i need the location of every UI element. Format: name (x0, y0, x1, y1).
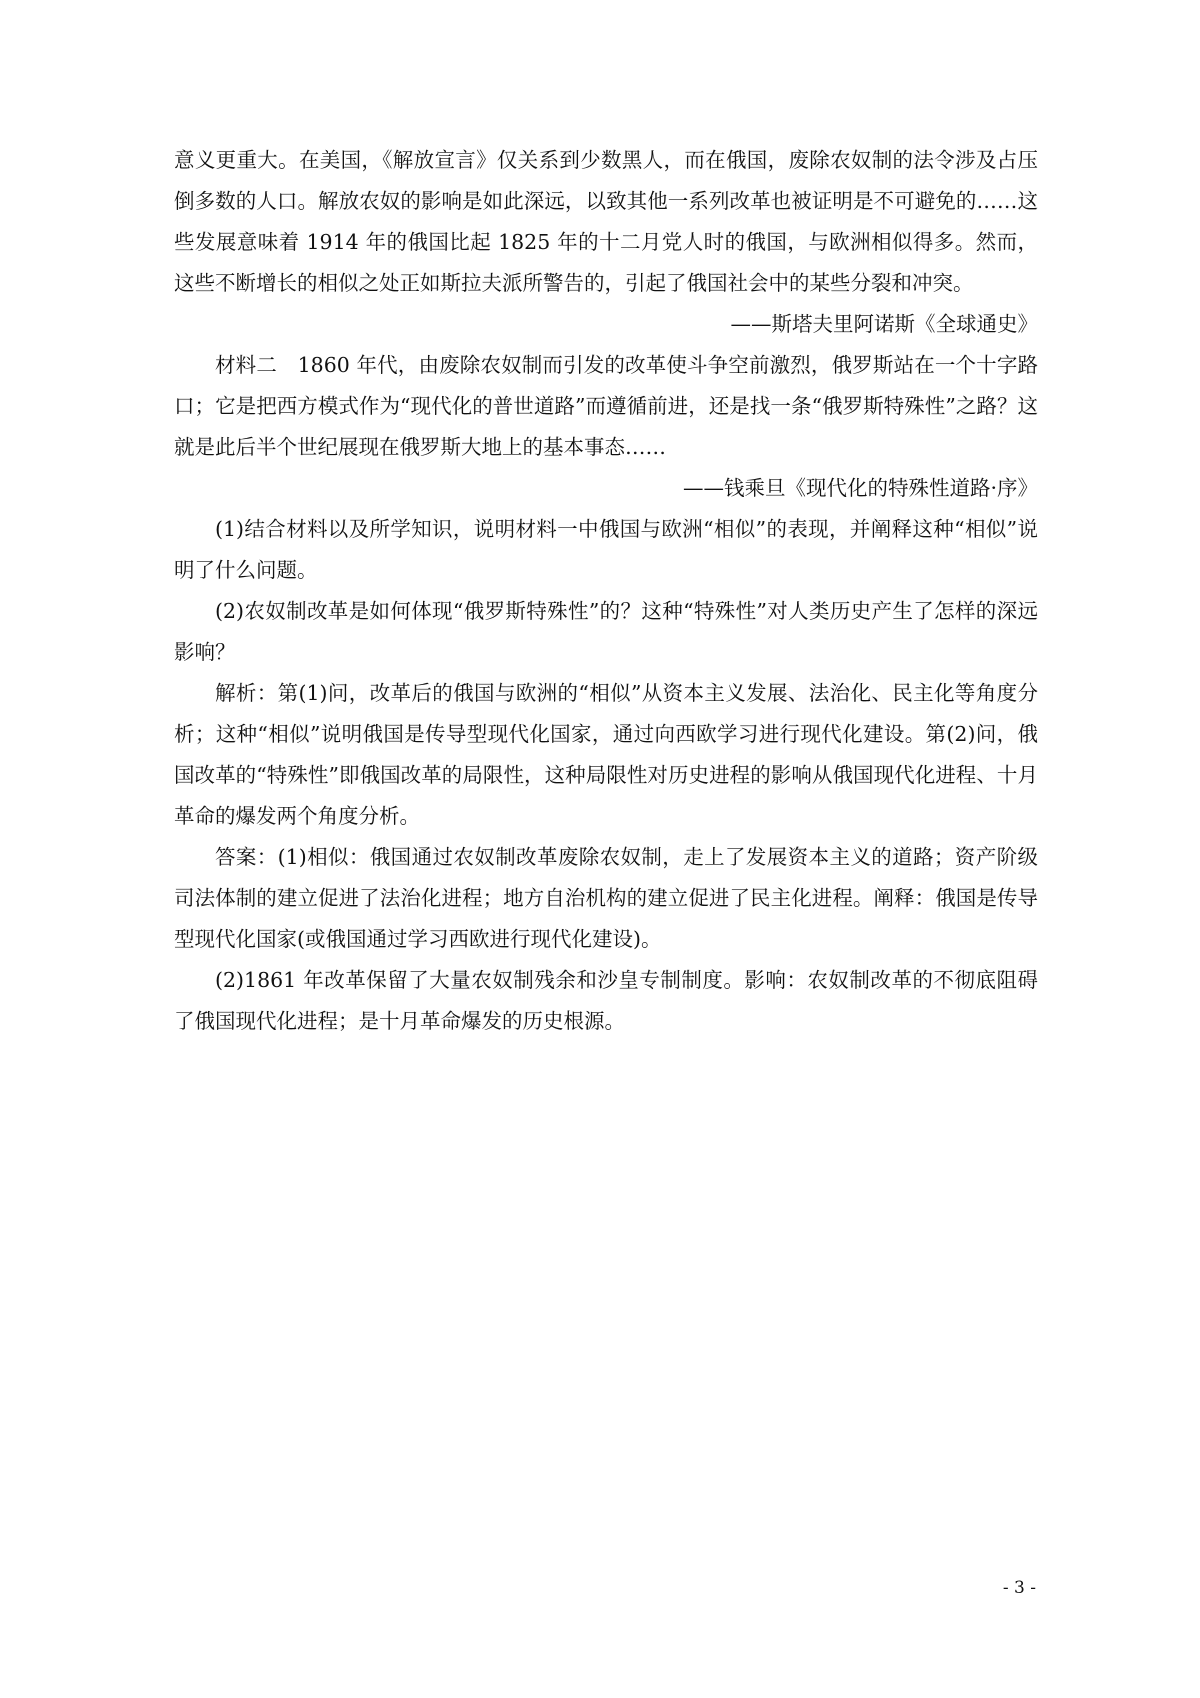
material1-continuation-paragraph: 意义更重大。在美国，《解放宣言》仅关系到少数黑人，而在俄国，废除农奴制的法令涉及占压倒多数的人口。解放农奴的影响是如此深远，以致其他一系列改革也被证明是不可避免的……这些发展意味着 1914 年的俄国比起 1825 年的十二月党人时的俄国，与欧洲相似得多。然而，这些不断增长的相似之处正如斯拉夫派所警告的，引起了俄国社会中的某些分裂和冲突。 (174, 148, 1038, 295)
page-number: - 3 - (1002, 1578, 1036, 1598)
question-1: (1)结合材料以及所学知识，说明材料一中俄国与欧洲“相似”的表现，并阐释这种“相似”说明了什么问题。 (174, 517, 1038, 582)
analysis-paragraph: 解析：第(1)问，改革后的俄国与欧洲的“相似”从资本主义发展、法治化、民主化等角度分析；这种“相似”说明俄国是传导型现代化国家，通过向西欧学习进行现代化建设。第(2)问，俄国改革的“特殊性”即俄国改革的局限性，这种局限性对历史进程的影响从俄国现代化进程、十月革命的爆发两个角度分析。 (174, 681, 1038, 828)
material2-paragraph: 材料二 1860 年代，由废除农奴制而引发的改革使斗争空前激烈，俄罗斯站在一个十字路口；它是把西方模式作为“现代化的普世道路”而遵循前进，还是找一条“俄罗斯特殊性”之路？这就是此后半个世纪展现在俄罗斯大地上的基本事态…… (174, 353, 1038, 459)
material2-source: ——钱乘旦《现代化的特殊性道路·序》 (682, 476, 1038, 500)
answer-2: (2)1861 年改革保留了大量农奴制残余和沙皇专制制度。影响：农奴制改革的不彻底阻碍了俄国现代化进程；是十月革命爆发的历史根源。 (174, 968, 1038, 1033)
question-2: (2)农奴制改革是如何体现“俄罗斯特殊性”的？这种“特殊性”对人类历史产生了怎样的深远影响？ (174, 599, 1038, 664)
document-body (174, 140, 1038, 1042)
material1-source: ——斯塔夫里阿诺斯《全球通史》 (730, 312, 1038, 336)
answer-1: 答案：(1)相似：俄国通过农奴制改革废除农奴制，走上了发展资本主义的道路；资产阶级司法体制的建立促进了法治化进程；地方自治机构的建立促进了民主化进程。阐释：俄国是传导型现代化国家(或俄国通过学习西欧进行现代化建设)。 (174, 845, 1038, 951)
